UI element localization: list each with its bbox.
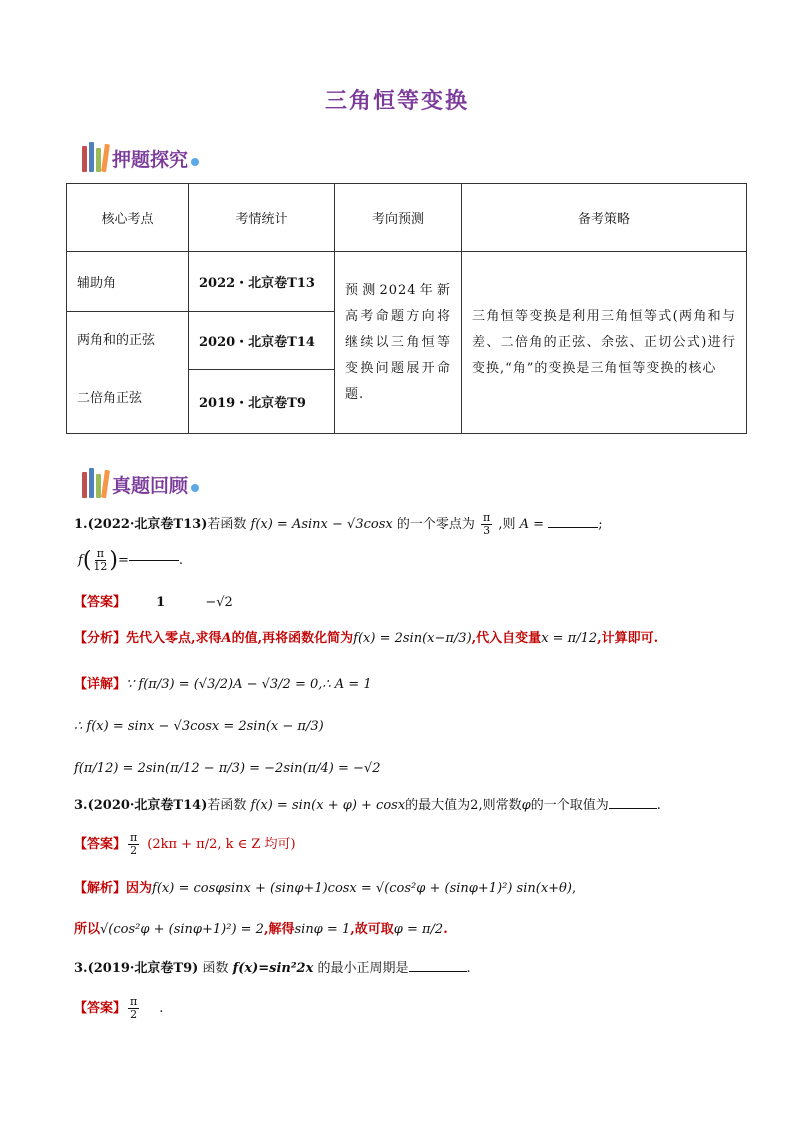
question-number: 1. <box>74 517 88 532</box>
solution-2 <box>74 880 576 898</box>
table-header: 核心考点 <box>67 184 189 252</box>
analysis-text: ,代入自变量 <box>471 631 542 646</box>
formula: φ = π/2 <box>393 922 444 937</box>
table-prediction: 预测2024年新高考命题方向将继续以三角恒等变换问题展开命题. <box>335 252 462 434</box>
analysis-1 <box>74 630 658 648</box>
table-topic-cell <box>67 312 189 434</box>
answer-blank <box>609 808 657 809</box>
detail-label: 【详解】 <box>74 677 127 692</box>
question-source: (2022·北京卷T13) <box>87 517 208 532</box>
solution-text: ,故可取 <box>350 922 394 937</box>
analysis-text: 的值,再将函数化简为 <box>231 631 354 646</box>
answer-label: 【答案】 <box>74 836 127 852</box>
solution-label: 【解析】 <box>74 881 127 896</box>
question-text: 的一个取值为 <box>530 798 609 813</box>
solution-text: , <box>571 881 577 896</box>
question-text: . <box>178 552 184 568</box>
analysis-text: ,计算即可. <box>597 631 659 646</box>
formula: f(x) = sin(x + φ) + cosx <box>250 798 406 813</box>
section-header-explore <box>82 136 199 172</box>
variable: A = <box>519 517 545 532</box>
question-3 <box>74 960 471 978</box>
table-stat: 2022・北京卷T13 <box>189 252 335 312</box>
table-topic: 辅助角 <box>67 252 189 312</box>
dot-icon <box>191 158 199 166</box>
question-text: . <box>656 798 661 813</box>
exam-analysis-table <box>66 183 747 434</box>
analysis-text: 先代入零点,求得 <box>126 631 222 646</box>
paren: ( <box>82 547 92 573</box>
denominator: 12 <box>93 560 108 573</box>
fraction <box>128 832 139 857</box>
denominator: 3 <box>483 524 491 537</box>
formula: f(x) = cosφsinx + (sinφ+1)cosx = √(cos²φ + (sinφ+1)²) sin(x+θ) <box>152 881 572 896</box>
section-title-explore: 押题探究 <box>112 149 189 171</box>
table-stat: 2020・北京卷T14 <box>189 312 335 370</box>
dot-icon <box>191 484 199 492</box>
solution-2-line2 <box>74 921 448 939</box>
solution-text: 所以 <box>74 922 101 937</box>
function-f: f <box>78 552 83 568</box>
formula: √(cos²φ + (sinφ+1)²) = 2 <box>100 922 264 937</box>
answer-value: 1 <box>156 595 166 610</box>
table-header: 考向预测 <box>335 184 462 252</box>
books-icon <box>82 142 108 172</box>
question-source: (2019·北京卷T9) <box>87 961 199 976</box>
table-header: 备考策略 <box>462 184 747 252</box>
table-topic: 两角和的正弦 <box>77 333 156 348</box>
formula: f(x)=sin²2x <box>232 961 314 976</box>
analysis-label: 【分析】 <box>74 631 127 646</box>
question-1: 1.(2022·北京卷T13)若函数 f(x) = Asinx − √3cosx 的一个零点为 $\frac{\pi}{3}$ ,则 A = ; <box>74 511 603 537</box>
answer-2 <box>74 832 296 857</box>
formula: x = π/12 <box>541 631 598 646</box>
fraction <box>128 996 139 1021</box>
answer-label: 【答案】 <box>74 1000 127 1016</box>
question-number: 3. <box>74 798 88 813</box>
answer-1 <box>74 594 233 612</box>
table-header: 考情统计 <box>189 184 335 252</box>
formula: f(x) = 2sin(x−π/3) <box>353 631 472 646</box>
solution-text: . <box>443 922 448 937</box>
question-text: 的一个零点为 <box>396 517 475 532</box>
numerator: π <box>96 547 105 560</box>
formula: f(x) = Asinx − √3cosx <box>250 517 393 532</box>
numerator: π <box>130 995 138 1008</box>
paren: ) <box>109 547 118 573</box>
question-text: 若函数 <box>207 798 247 813</box>
answer-note: (2kπ + π/2, k ∈ Z 均可) <box>147 836 296 852</box>
question-number: 3. <box>74 961 88 976</box>
question-text: . <box>466 961 471 976</box>
question-text: 的最小正周期是 <box>317 961 409 976</box>
solution-text: 因为 <box>126 881 153 896</box>
section-title-review: 真题回顾 <box>112 475 189 497</box>
question-text: 的最大值为2,则常数 <box>405 798 522 813</box>
question-text: ,则 <box>498 517 516 532</box>
detail-1-line3: f(π/12) = 2sin(π/12 − π/3) = −2sin(π/4) = −√2 <box>74 761 381 776</box>
table-strategy: 三角恒等变换是利用三角恒等式(两角和与差、二倍角的正弦、余弦、正切公式)进行变换,“角”的变换是三角恒等变换的核心 <box>462 252 747 434</box>
fraction <box>481 512 492 537</box>
answer-label: 【答案】 <box>74 595 127 610</box>
formula: sinφ = 1 <box>294 922 351 937</box>
page-title: 三角恒等变换 <box>324 89 469 114</box>
books-icon <box>82 468 108 498</box>
question-text: 若函数 <box>207 517 247 532</box>
solution-text: ,解得 <box>263 922 295 937</box>
question-source: (2020·北京卷T14) <box>87 798 208 813</box>
table-topic: 二倍角正弦 <box>77 391 143 406</box>
numerator: π <box>130 831 138 844</box>
answer-value: −√2 <box>205 595 233 610</box>
formula: ∵ f(π/3) = (√3/2)A − √3/2 = 0,∴ A = 1 <box>126 677 372 692</box>
answer-text: . <box>159 1000 164 1016</box>
detail-1-line2: ∴ f(x) = sinx − √3cosx = 2sin(x − π/3) <box>74 719 324 734</box>
fraction <box>93 548 107 573</box>
answer-blank <box>409 971 467 972</box>
denominator: 2 <box>130 844 138 857</box>
question-text: 函数 <box>202 961 229 976</box>
variable: A <box>221 631 232 646</box>
variable: φ <box>521 798 531 813</box>
detail-1 <box>74 676 372 694</box>
question-2 <box>74 797 661 815</box>
question-text: = <box>118 552 129 568</box>
answer-blank <box>129 560 179 561</box>
numerator: π <box>483 511 491 524</box>
question-1-line2 <box>78 548 183 573</box>
denominator: 2 <box>130 1008 138 1021</box>
answer-blank <box>548 527 598 528</box>
section-header-review <box>82 462 199 498</box>
table-stat: 2019・北京卷T9 <box>189 370 335 434</box>
answer-3 <box>74 996 163 1021</box>
